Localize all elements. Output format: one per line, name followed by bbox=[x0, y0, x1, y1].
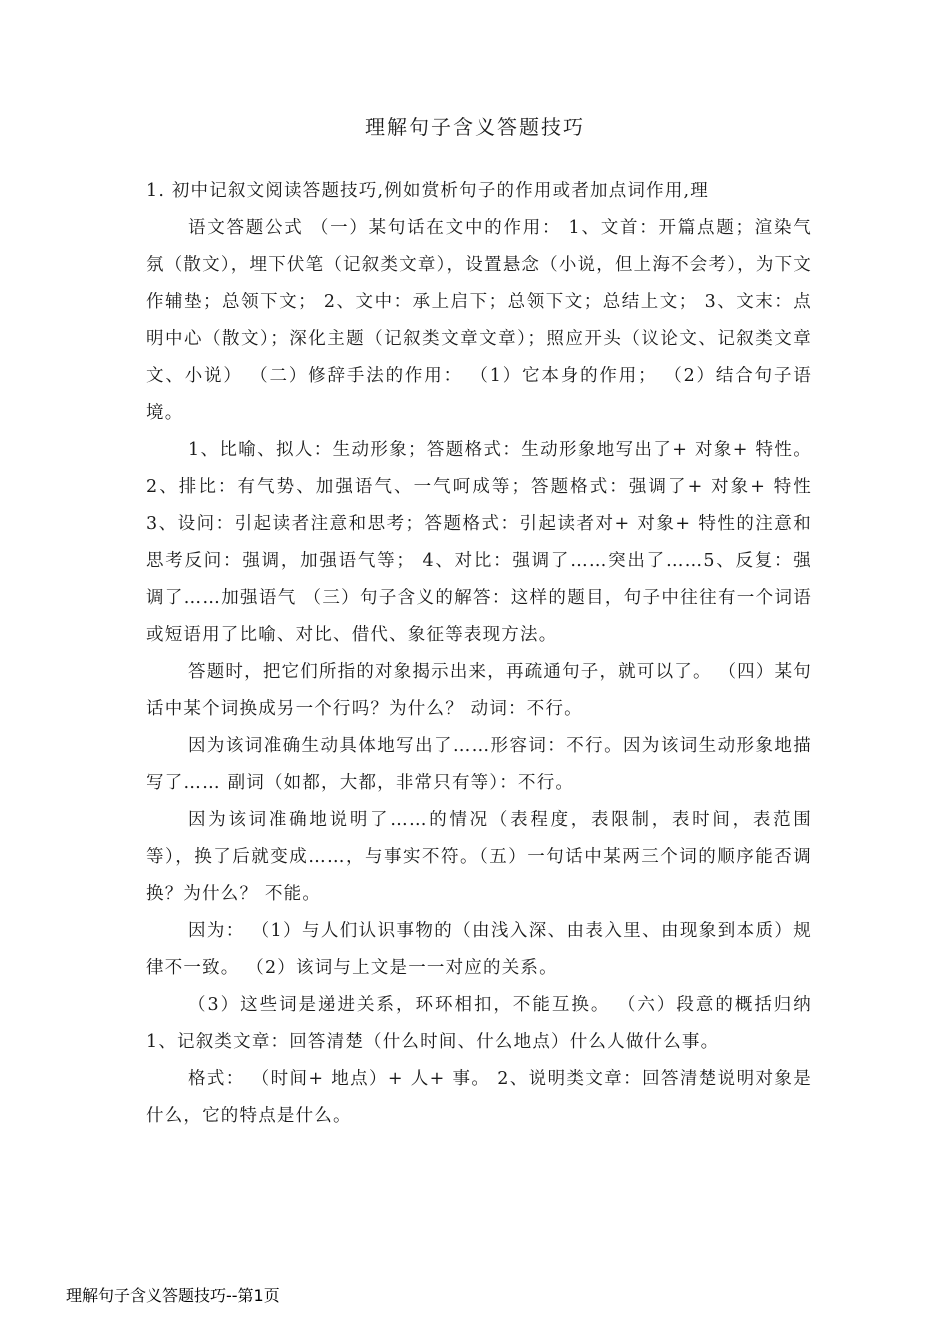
body-paragraph: 1、比喻、拟人：生动形象；答题格式：生动形象地写出了+ 对象+ 特性。 2、排比：有气势、加强语气、一气呵成等；答题格式：强调了+ 对象+ 特性 3、设问：引起读者注意和思考；答题格式：引起读者对+ 对象+ 特性的注意和思考反问：强调，加强语气等； 4、对比：强调了……突出了……5、反复：强调了……加强语气 （三）句子含义的解答：这样的题目，句子中往往有一个词语或短语用了比喻、对比、借代、象征等表现方法。 bbox=[146, 440, 812, 645]
body-paragraph: 1. 初中记叙文阅读答题技巧,例如赏析句子的作用或者加点词作用,理 bbox=[146, 181, 709, 201]
body-paragraph: 因为该词准确生动具体地写出了……形容词：不行。因为该词生动形象地描写了…… 副词（如都，大都，非常只有等）：不行。 bbox=[146, 736, 812, 793]
body-paragraph: 格式： （时间+ 地点）+ 人+ 事。 2、说明类文章：回答清楚说明对象是什么，它的特点是什么。 bbox=[146, 1069, 812, 1126]
document-title: 理解句子含义答题技巧 bbox=[365, 115, 585, 139]
body-paragraph: 因为： （1）与人们认识事物的（由浅入深、由表入里、由现象到本质）规律不一致。 （2）该词与上文是一一对应的关系。 bbox=[146, 921, 812, 978]
document-body bbox=[146, 173, 812, 1135]
body-paragraph: 答题时，把它们所指的对象揭示出来，再疏通句子，就可以了。 （四）某句话中某个词换成另一个行吗？为什么？ 动词：不行。 bbox=[146, 662, 812, 719]
body-paragraph: 因为该词准确地说明了……的情况（表程度，表限制，表时间，表范围等），换了后就变成……，与事实不符。（五）一句话中某两三个词的顺序能否调换？为什么？ 不能。 bbox=[146, 810, 812, 904]
body-paragraph: 语文答题公式 （一）某句话在文中的作用： 1、文首：开篇点题；渲染气氛（散文），埋下伏笔（记叙类文章），设置悬念（小说，但上海不会考），为下文作辅垫；总领下文； 2、文中：承上启下；总领下文；总结上文； 3、文末：点明中心（散文）；深化主题（记叙类文章文章）；照应开头（议论文、记叙类文章文、小说） （二）修辞手法的作用： （1）它本身的作用； （2）结合句子语境。 bbox=[146, 218, 812, 423]
page-footer: 理解句子含义答题技巧--第1页 bbox=[66, 1286, 280, 1305]
body-paragraph: （3）这些词是递进关系，环环相扣，不能互换。 （六）段意的概括归纳 1、记叙类文章：回答清楚（什么时间、什么地点）什么人做什么事。 bbox=[146, 995, 812, 1052]
